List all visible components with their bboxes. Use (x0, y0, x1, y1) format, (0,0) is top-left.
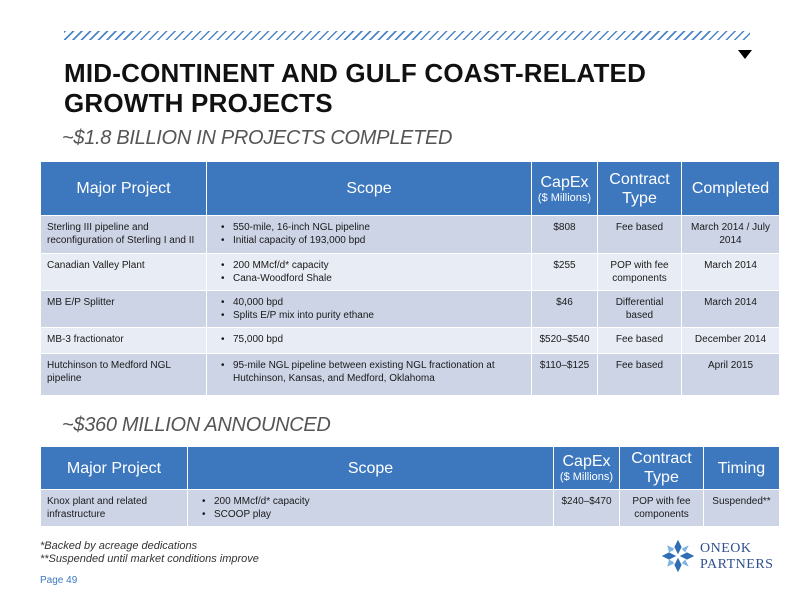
scope-item: • 75,000 bpd (223, 333, 525, 346)
col-header-scope: Scope (188, 447, 554, 490)
col-header-capex: CapEx ($ Millions) (532, 162, 598, 216)
table-row (41, 254, 780, 291)
completed-projects-table (40, 161, 780, 396)
logo-text-line-1: ONEOK (700, 541, 752, 556)
scope-cell (207, 291, 532, 328)
project-name-cell: Sterling III pipeline and reconfiguration of Sterling I and II (41, 216, 207, 254)
scope-cell (207, 216, 532, 254)
capex-cell: $240–$470 (554, 490, 620, 527)
title-line-2: GROWTH PROJECTS (64, 88, 333, 118)
col-header-project: Major Project (41, 447, 188, 490)
table-header-row (41, 447, 780, 490)
page-title (64, 58, 646, 118)
table-row (41, 328, 780, 354)
scope-item: • 200 MMcf/d* capacity (204, 495, 547, 508)
project-name-cell: MB-3 fractionator (41, 328, 207, 354)
col-header-timing: Timing (704, 447, 780, 490)
status-cell: March 2014 (682, 291, 780, 328)
logo-text-line-2: PARTNERS (700, 557, 774, 572)
table-header-row (41, 162, 780, 216)
scope-cell (188, 490, 554, 527)
capex-cell: $520–$540 (532, 328, 598, 354)
title-line-1: MID-CONTINENT AND GULF COAST-RELATED (64, 58, 647, 88)
capex-cell: $46 (532, 291, 598, 328)
scope-item: • Initial capacity of 193,000 bpd (223, 234, 525, 247)
scope-item: • 95-mile NGL pipeline between existing NGL fractionation at Hutchinson, Kansas, and Medford, Oklahoma (223, 359, 525, 385)
scope-cell (207, 254, 532, 291)
completed-subtitle: ~$1.8 BILLION IN PROJECTS COMPLETED (62, 127, 453, 149)
col-header-contract-type: Contract Type (620, 447, 704, 490)
page-number: Page 49 (40, 575, 78, 586)
col-header-capex: CapEx ($ Millions) (554, 447, 620, 490)
status-cell: March 2014 / July 2014 (682, 216, 780, 254)
table-row (41, 490, 780, 527)
scope-item: • 40,000 bpd (223, 296, 525, 309)
col-header-contract-type: Contract Type (598, 162, 682, 216)
contract-type-cell: POP with fee components (620, 490, 704, 527)
table-row (41, 216, 780, 254)
status-cell: March 2014 (682, 254, 780, 291)
capex-cell: $110–$125 (532, 354, 598, 396)
contract-type-cell: Fee based (598, 354, 682, 396)
status-cell: April 2015 (682, 354, 780, 396)
col-header-project: Major Project (41, 162, 207, 216)
scope-item: • SCOOP play (204, 508, 547, 521)
table-row (41, 291, 780, 328)
table-row (41, 354, 780, 396)
col-header-scope: Scope (207, 162, 532, 216)
footnote-2: **Suspended until market conditions improve (40, 553, 259, 565)
scope-cell (207, 328, 532, 354)
scope-item: • 200 MMcf/d* capacity (223, 259, 525, 272)
announced-projects-table (40, 446, 780, 527)
decorative-hatch-bar (64, 31, 750, 40)
contract-type-cell: POP with fee components (598, 254, 682, 291)
contract-type-cell: Fee based (598, 216, 682, 254)
project-name-cell: Canadian Valley Plant (41, 254, 207, 291)
project-name-cell: Knox plant and related infrastructure (41, 490, 188, 527)
scope-item: • Cana-Woodford Shale (223, 272, 525, 285)
status-cell: Suspended** (704, 490, 780, 527)
announced-subtitle: ~$360 MILLION ANNOUNCED (62, 414, 331, 436)
status-cell: December 2014 (682, 328, 780, 354)
col-header-completed: Completed (682, 162, 780, 216)
oneok-logo-icon (660, 537, 696, 575)
contract-type-cell: Fee based (598, 328, 682, 354)
project-name-cell: MB E/P Splitter (41, 291, 207, 328)
project-name-cell: Hutchinson to Medford NGL pipeline (41, 354, 207, 396)
triangle-marker-icon (738, 50, 752, 59)
contract-type-cell: Differential based (598, 291, 682, 328)
scope-item: • Splits E/P mix into purity ethane (223, 309, 525, 322)
scope-cell (207, 354, 532, 396)
scope-item: • 550-mile, 16-inch NGL pipeline (223, 221, 525, 234)
capex-cell: $808 (532, 216, 598, 254)
capex-cell: $255 (532, 254, 598, 291)
footnote-1: *Backed by acreage dedications (40, 540, 198, 552)
